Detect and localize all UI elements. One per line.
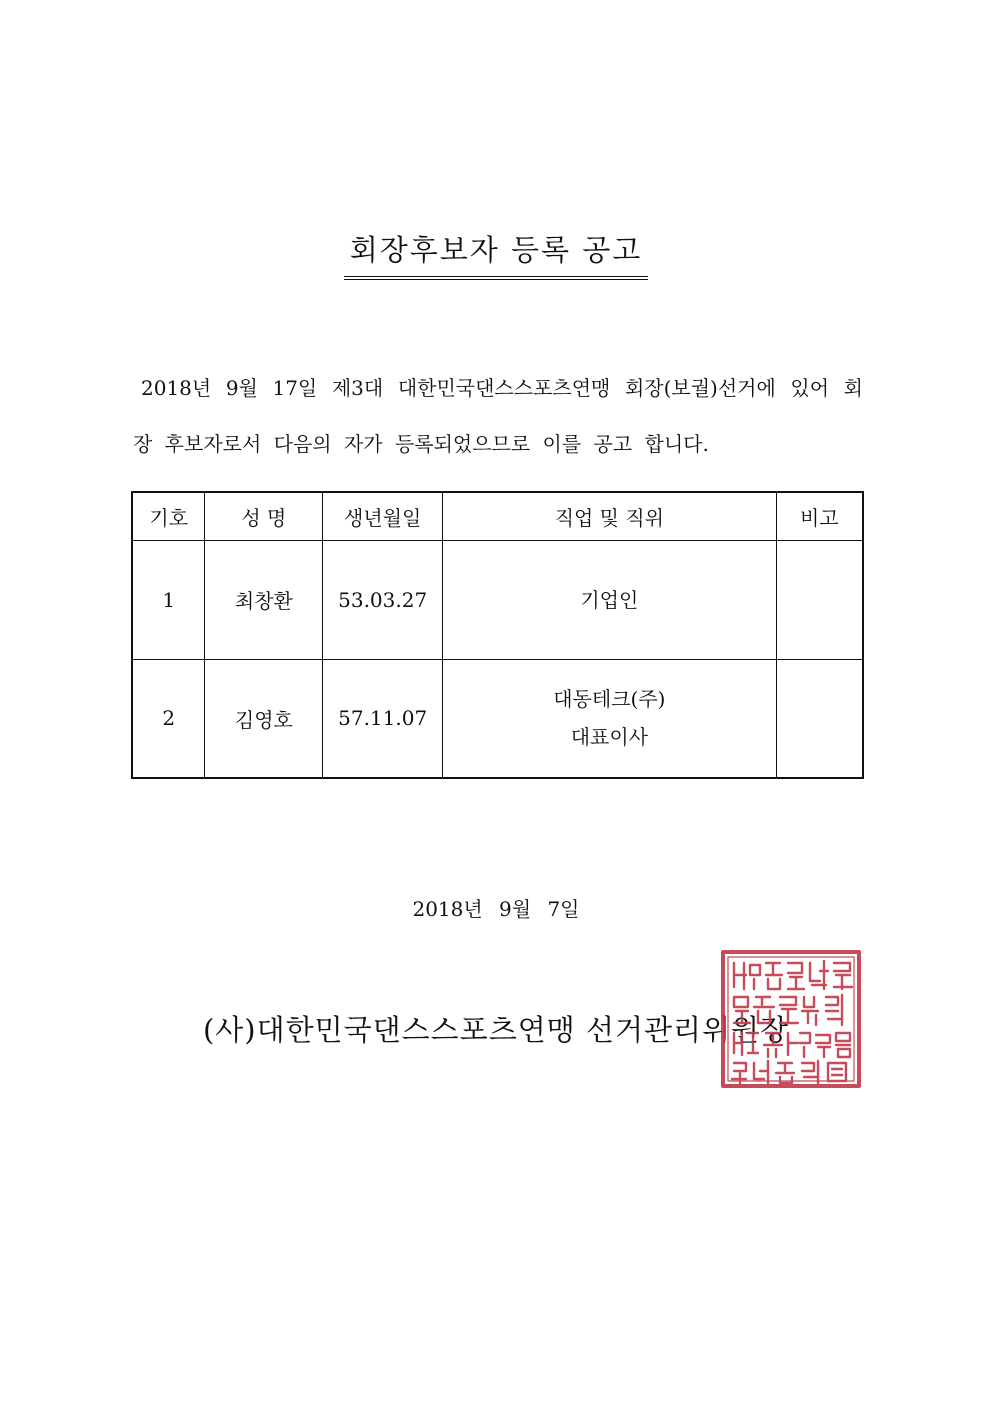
- cell-number: 2: [132, 659, 205, 778]
- cell-birthdate: 57.11.07: [323, 659, 443, 778]
- cell-occupation: [443, 540, 777, 659]
- cell-occupation: [443, 659, 777, 778]
- title-block: [0, 232, 992, 280]
- candidate-table: [131, 491, 864, 779]
- position-line: 대표이사: [570, 725, 648, 750]
- table-row: [132, 659, 863, 778]
- cell-birthdate: 53.03.27: [323, 540, 443, 659]
- issuing-organization: (사)대한민국댄스스포츠연맹 선거관리위원장: [202, 1013, 790, 1047]
- official-seal-stamp: [720, 949, 862, 1089]
- cell-name: 김영호: [205, 659, 323, 778]
- header-number: 기호: [132, 492, 205, 540]
- document-title: 회장후보자 등록 공고: [344, 232, 649, 280]
- cell-name: 최창환: [205, 540, 323, 659]
- header-birthdate: 생년월일: [323, 492, 443, 540]
- occupation-line: 기업인: [580, 587, 639, 612]
- intro-paragraph: 2018년 9월 17일 제3대 대한민국댄스스포츠연맹 회장(보궐)선거에 있어 회장 후보자로서 다음의 자가 등록되었으므로 이를 공고 합니다.: [133, 376, 863, 456]
- cell-number: 1: [132, 540, 205, 659]
- table-row: [132, 540, 863, 659]
- header-remarks: 비고: [776, 492, 863, 540]
- cell-remarks: [776, 540, 863, 659]
- cell-remarks: [776, 659, 863, 778]
- header-occupation: 직업 및 직위: [443, 492, 777, 540]
- announcement-date: 2018년 9월 7일: [412, 897, 580, 921]
- header-name: 성 명: [205, 492, 323, 540]
- occupation-line: 대동테크(주): [553, 687, 666, 712]
- table-header-row: [132, 492, 863, 540]
